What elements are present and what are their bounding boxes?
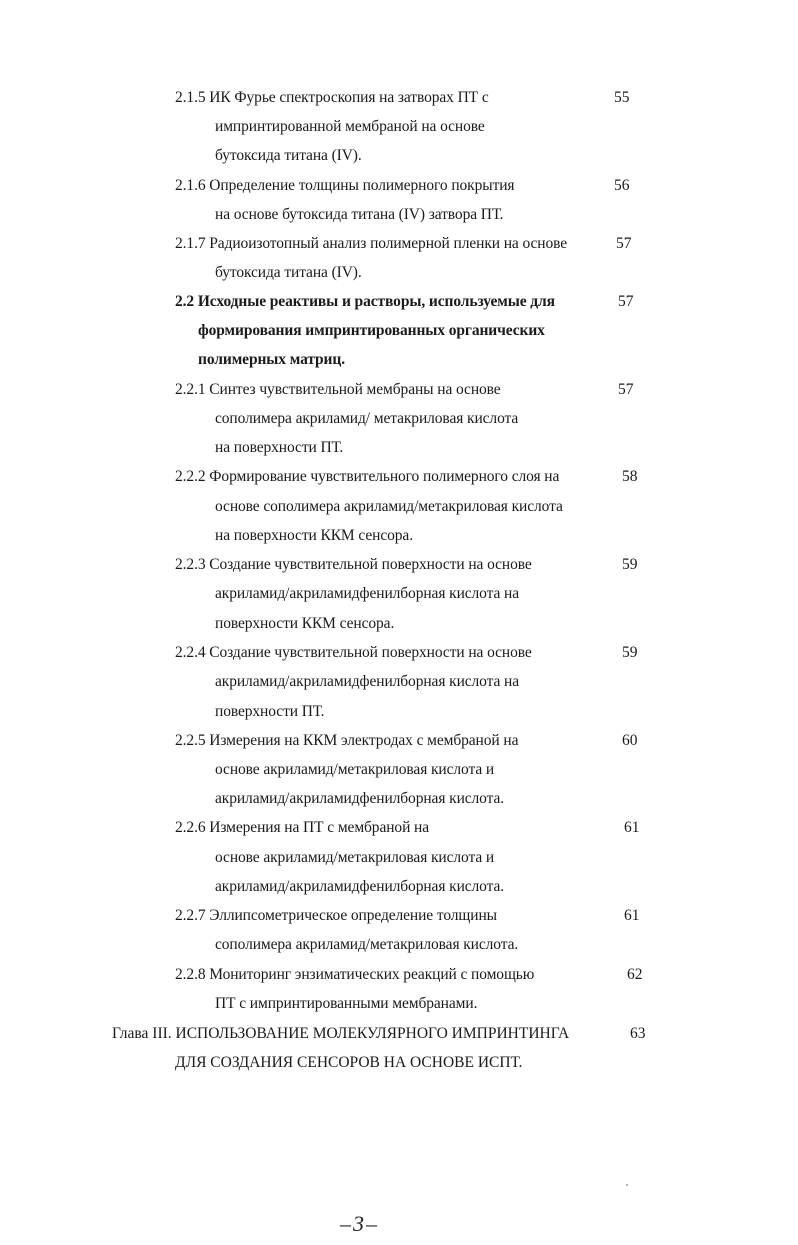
toc-entry-title-cont: импринтированной мембраной на основе — [215, 118, 485, 135]
toc-page-number: 60 — [622, 732, 638, 749]
toc-entry-title-cont: акриламид/акриламидфенилборная кислота на — [215, 585, 520, 602]
toc-page-number: 61 — [624, 907, 640, 924]
toc-entry-title-cont: бутоксида титана (IV). — [215, 264, 362, 281]
toc-entry-title-cont: на поверхности ККМ сенсора. — [215, 527, 413, 544]
toc-entry-title-cont: поверхности ПТ. — [215, 703, 325, 720]
page-number-footer: –3– — [340, 1211, 379, 1236]
toc-entry-title-cont: основе акриламид/метакриловая кислота и — [215, 849, 495, 866]
toc-page-number: 59 — [622, 644, 638, 661]
toc-entry-title-cont: на поверхности ПТ. — [215, 439, 344, 456]
toc-page-number: 63 — [630, 1025, 646, 1042]
toc-entry-title: 2.2.2 Формирование чувствительного полимерного слоя на — [175, 468, 560, 485]
toc-chapter-title-cont: ДЛЯ СОЗДАНИЯ СЕНСОРОВ НА ОСНОВЕ ИСПТ. — [175, 1054, 523, 1071]
toc-page-number: 56 — [614, 177, 630, 194]
toc-entry-title: 2.2.8 Мониторинг энзиматических реакций с помощью — [175, 966, 535, 983]
toc-entry-title-cont: поверхности ККМ сенсора. — [215, 615, 395, 632]
toc-chapter-title: Глава III. ИСПОЛЬЗОВАНИЕ МОЛЕКУЛЯРНОГО ИМПРИНТИНГА — [112, 1025, 570, 1042]
toc-entry-title: 2.2.6 Измерения на ПТ с мембраной на — [175, 819, 430, 836]
toc-entry-title: 2.2.7 Эллипсометрическое определение толщины — [175, 907, 497, 924]
toc-page-number: 57 — [618, 293, 634, 310]
toc-entry-title: 2.2.5 Измерения на ККМ электродах с мембраной на — [175, 732, 519, 749]
toc-page-number: 57 — [618, 381, 634, 398]
toc-entry-title-cont: основе сополимера акриламид/метакриловая кислота — [215, 498, 563, 515]
toc-section-title-cont: формирования импринтированных органических — [198, 322, 545, 339]
toc-page-number: 55 — [614, 89, 630, 106]
toc-entry-title: 2.1.5 ИК Фурье спектроскопия на затворах ПТ с — [175, 89, 489, 106]
toc-entry-title: 2.2.3 Создание чувствительной поверхности на основе — [175, 556, 532, 573]
toc-page-number: 57 — [616, 235, 632, 252]
toc-entry-title-cont: акриламид/акриламидфенилборная кислота. — [215, 790, 505, 807]
toc-page-number: 61 — [624, 819, 640, 836]
toc-page-number: 58 — [622, 468, 638, 485]
toc-page-number: 62 — [627, 966, 643, 983]
toc-entry-title: 2.2.4 Создание чувствительной поверхности на основе — [175, 644, 532, 661]
toc-entry-title-cont: акриламид/акриламидфенилборная кислота. — [215, 878, 505, 895]
toc-entry-title-cont: сополимера акриламид/ метакриловая кислота — [215, 410, 519, 427]
toc-entry-title: 2.1.7 Радиоизотопный анализ полимерной пленки на основе — [175, 235, 568, 252]
toc-entry-title: 2.1.6 Определение толщины полимерного покрытия — [175, 177, 515, 194]
toc-entry-title-cont: ПТ с импринтированными мембранами. — [215, 995, 478, 1012]
toc-entry-title: 2.2.1 Синтез чувствительной мембраны на основе — [175, 381, 501, 398]
toc-page-number: 59 — [622, 556, 638, 573]
toc-entry-title-cont: акриламид/акриламидфенилборная кислота на — [215, 673, 520, 690]
toc-section-title: 2.2 Исходные реактивы и растворы, используемые для — [175, 293, 555, 310]
toc-entry-title-cont: бутоксида титана (IV). — [215, 147, 362, 164]
toc-entry-title-cont: на основе бутоксида титана (IV) затвора ПТ. — [215, 206, 504, 223]
toc-entry-title-cont: сополимера акриламид/метакриловая кислота. — [215, 936, 519, 953]
scan-speck — [626, 1184, 628, 1186]
toc-entry-title-cont: основе акриламид/метакриловая кислота и — [215, 761, 495, 778]
toc-section-title-cont: полимерных матриц. — [198, 351, 345, 368]
